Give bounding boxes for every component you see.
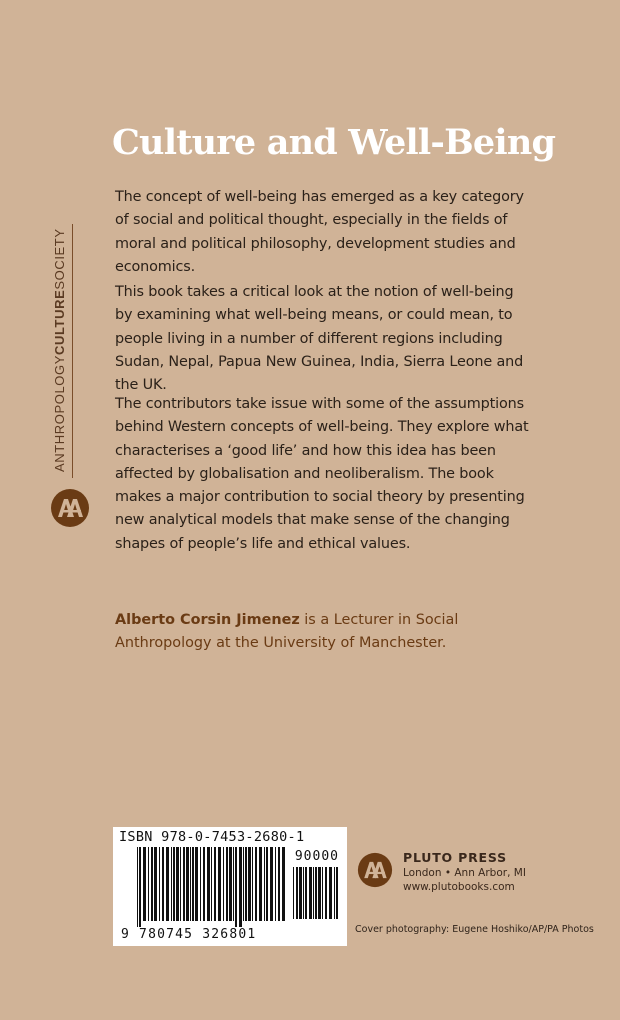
barcode-bar <box>200 847 201 921</box>
publisher-website: www.plutobooks.com <box>403 881 515 893</box>
barcode-bar <box>203 847 205 921</box>
barcode-bar <box>171 847 172 921</box>
ean-digits: 9 780745 326801 <box>121 927 257 942</box>
addon-bars <box>293 867 341 925</box>
publisher-name: PLUTO PRESS <box>403 850 507 865</box>
barcode-bar <box>173 847 175 921</box>
author-name: Alberto Corsin Jimenez <box>115 612 300 628</box>
barcode-bar <box>148 847 149 921</box>
barcode-bar <box>229 847 232 921</box>
price-code: 90000 <box>294 849 339 864</box>
series-divider <box>72 224 73 478</box>
series-culture: CULTURE <box>52 289 67 355</box>
blurb-paragraph-1: The concept of well-being has emerged as a key category of social and political thought, especially in the fields of moral and political philosophy, development studies and economics. <box>115 189 524 275</box>
series-society: SOCIETY <box>52 228 67 290</box>
barcode-bar <box>334 867 335 919</box>
barcode-bar <box>252 847 253 921</box>
barcode-bar <box>226 847 228 921</box>
barcode-bar <box>255 847 257 921</box>
barcode <box>113 827 347 946</box>
author-bio <box>115 609 535 655</box>
barcode-bar <box>176 847 179 921</box>
barcode-bar <box>139 847 141 927</box>
barcode-bar <box>214 847 216 921</box>
barcode-bar <box>305 867 307 919</box>
barcode-bar <box>325 867 327 919</box>
barcode-bar <box>299 867 302 919</box>
barcode-bar <box>259 847 262 921</box>
barcode-bar <box>243 847 244 921</box>
ean-bars <box>137 847 287 927</box>
publisher-logo-icon <box>357 852 393 888</box>
barcode-bar <box>180 847 181 921</box>
book-title: Culture and Well-Being <box>112 122 556 163</box>
barcode-bar <box>322 867 323 919</box>
barcode-bar <box>329 867 332 919</box>
barcode-bar <box>278 847 280 921</box>
barcode-bar <box>211 847 212 921</box>
barcode-bar <box>264 847 265 921</box>
svg-text:ANTHROPOLOGYCULTURESOCIETY <box>52 228 67 472</box>
cover-credit: Cover photography: Eugene Hoshiko/AP/PA Photos <box>355 924 594 935</box>
barcode-bar <box>154 847 157 921</box>
barcode-bar <box>270 847 273 921</box>
barcode-bar <box>166 847 169 921</box>
barcode-bar <box>315 867 317 919</box>
barcode-bar <box>318 867 321 919</box>
author-description: is a Lecturer in Social Anthropology at the University of Manchester. <box>115 612 459 651</box>
barcode-bar <box>207 847 210 921</box>
barcode-bar <box>336 867 338 919</box>
barcode-bar <box>159 847 160 921</box>
barcode-bar <box>293 867 294 919</box>
barcode-bar <box>235 847 237 927</box>
barcode-bar <box>143 847 146 921</box>
barcode-bar <box>296 867 298 919</box>
barcode-bar <box>239 847 242 927</box>
barcode-bar <box>186 847 189 921</box>
barcode-bar <box>303 867 304 919</box>
blurb-paragraph-2: This book takes a critical look at the notion of well-being by examining what well-being means, or could mean, to people living in a number of different regions including Sudan, Nepal, Papua New Guinea, India, Sierra Leone and the UK. <box>115 284 524 394</box>
barcode-bar <box>151 847 153 921</box>
barcode-bar <box>248 847 251 921</box>
barcode-bar <box>190 847 191 921</box>
barcode-bar <box>162 847 164 921</box>
barcode-bar <box>183 847 185 921</box>
barcode-bar <box>137 847 138 927</box>
blurb-paragraph-3: The contributors take issue with some of the assumptions behind Western concepts of well-being. They explore what characterises a ‘good life’ and how this idea has been affected by globalisation and neoliberalism. The book makes a major contribution to social theory by presenting new analytical models that make sense of the changing shapes of people’s life and ethical values. <box>115 396 529 552</box>
pluto-logo-icon <box>50 488 90 528</box>
barcode-bar <box>192 847 194 921</box>
barcode-bar <box>309 867 312 919</box>
barcode-bar <box>223 847 224 921</box>
barcode-bar <box>218 847 221 921</box>
barcode-bar <box>245 847 247 921</box>
barcode-bar <box>266 847 268 921</box>
series-label <box>50 214 90 476</box>
barcode-bar <box>195 847 198 921</box>
barcode-bar <box>313 867 314 919</box>
series-anthropology: ANTHROPOLOGY <box>52 355 67 472</box>
barcode-bar <box>275 847 276 921</box>
barcode-bar <box>233 847 234 921</box>
barcode-bar <box>282 847 285 921</box>
isbn-label: ISBN 978-0-7453-2680-1 <box>119 829 305 845</box>
publisher-location: London • Ann Arbor, MI <box>403 867 526 879</box>
